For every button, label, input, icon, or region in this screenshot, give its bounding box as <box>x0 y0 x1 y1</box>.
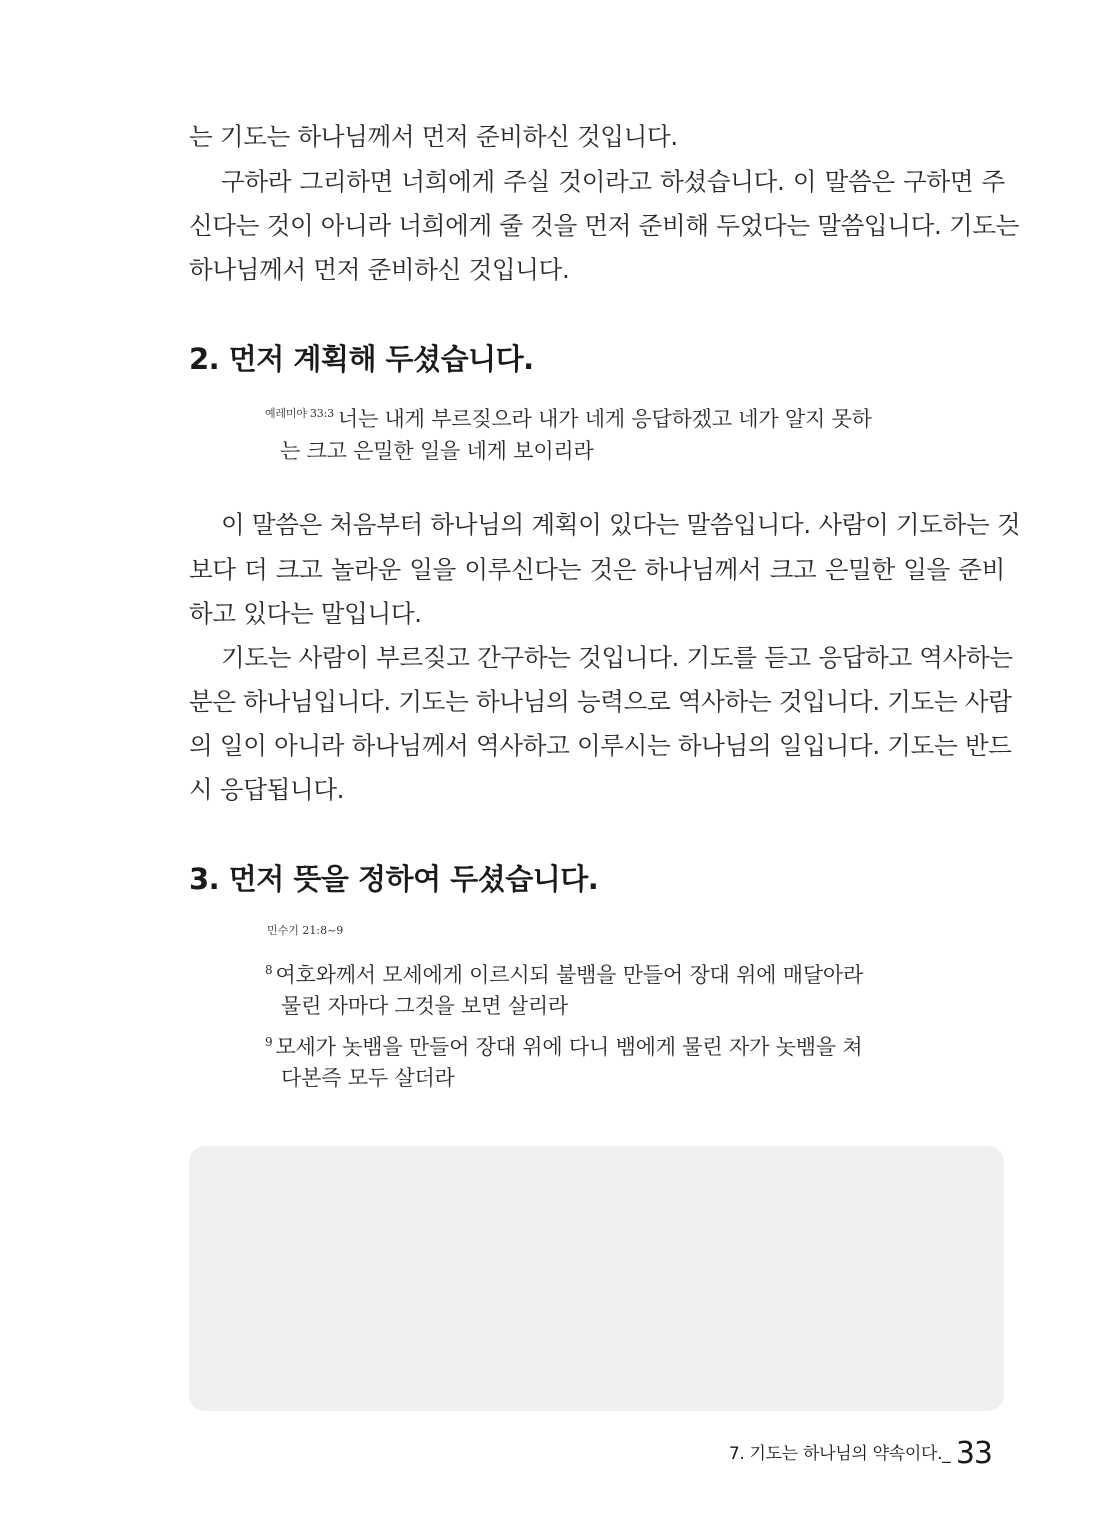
scripture-line: 모세가 놋뱀을 만들어 장대 위에 다니 뱀에게 물린 자가 놋뱀을 쳐 <box>275 1035 863 1059</box>
scripture-line: 여호와께서 모세에게 이르시되 불뱀을 만들어 장대 위에 매달아라 <box>275 963 864 987</box>
paragraph-line: 하고 있다는 말입니다. <box>189 599 422 628</box>
paragraph-line: 의 일이 아니라 하나님께서 역사하고 이루시는 하나님의 일입니다. 기도는 반드 <box>189 731 1012 760</box>
scripture-line: 물린 자마다 그것을 보면 살리라 <box>281 994 569 1018</box>
paragraph-line: 는 기도는 하나님께서 먼저 준비하신 것입니다. <box>189 122 678 151</box>
page-footer <box>729 1436 992 1471</box>
paragraph-line: 하나님께서 먼저 준비하신 것입니다. <box>189 255 570 284</box>
scripture-line: 너는 내게 부르짖으라 내가 네게 응답하겠고 네가 알지 못하 <box>337 407 872 431</box>
scripture-quote <box>265 400 872 433</box>
paragraph-line: 시 응답됩니다. <box>189 775 345 804</box>
chapter-title: 7. 기도는 하나님의 약속이다. <box>728 1444 943 1464</box>
note-box <box>189 1146 1004 1411</box>
verse-number: 9 <box>265 1035 273 1049</box>
scripture-verse-9 <box>265 1028 862 1061</box>
scripture-line: 는 크고 은밀한 일을 네게 보이리라 <box>280 439 594 463</box>
paragraph-line: 이 말씀은 처음부터 하나님의 계획이 있다는 말씀입니다. 사람이 기도하는 것 <box>221 510 1021 539</box>
verse-number: 8 <box>265 963 273 977</box>
page-number: 33 <box>955 1436 992 1471</box>
section-heading-2: 2. 먼저 계획해 두셨습니다. <box>189 342 534 376</box>
paragraph-line: 분은 하나님입니다. 기도는 하나님의 능력으로 역사하는 것입니다. 기도는 사람 <box>189 687 1012 716</box>
scripture-reference: 예레미야 33:3 <box>265 407 334 420</box>
paragraph-line: 보다 더 크고 놀라운 일을 이루신다는 것은 하나님께서 크고 은밀한 일을 준비 <box>189 555 1005 584</box>
scripture-verse-8 <box>265 956 863 989</box>
paragraph-line: 신다는 것이 아니라 너희에게 줄 것을 먼저 준비해 두었다는 말씀입니다. 기도는 <box>189 211 1020 240</box>
paragraph-line: 기도는 사람이 부르짖고 간구하는 것입니다. 기도를 듣고 응답하고 역사하는 <box>221 643 1013 672</box>
paragraph-line: 구하라 그리하면 너희에게 주실 것이라고 하셨습니다. 이 말씀은 구하면 주 <box>221 167 1005 196</box>
footer-separator: _ <box>942 1444 951 1464</box>
scripture-reference: 민수기 21:8~9 <box>267 924 344 937</box>
section-heading-3: 3. 먼저 뜻을 정하여 두셨습니다. <box>189 862 599 896</box>
scripture-line: 다본즉 모두 살더라 <box>281 1066 455 1090</box>
